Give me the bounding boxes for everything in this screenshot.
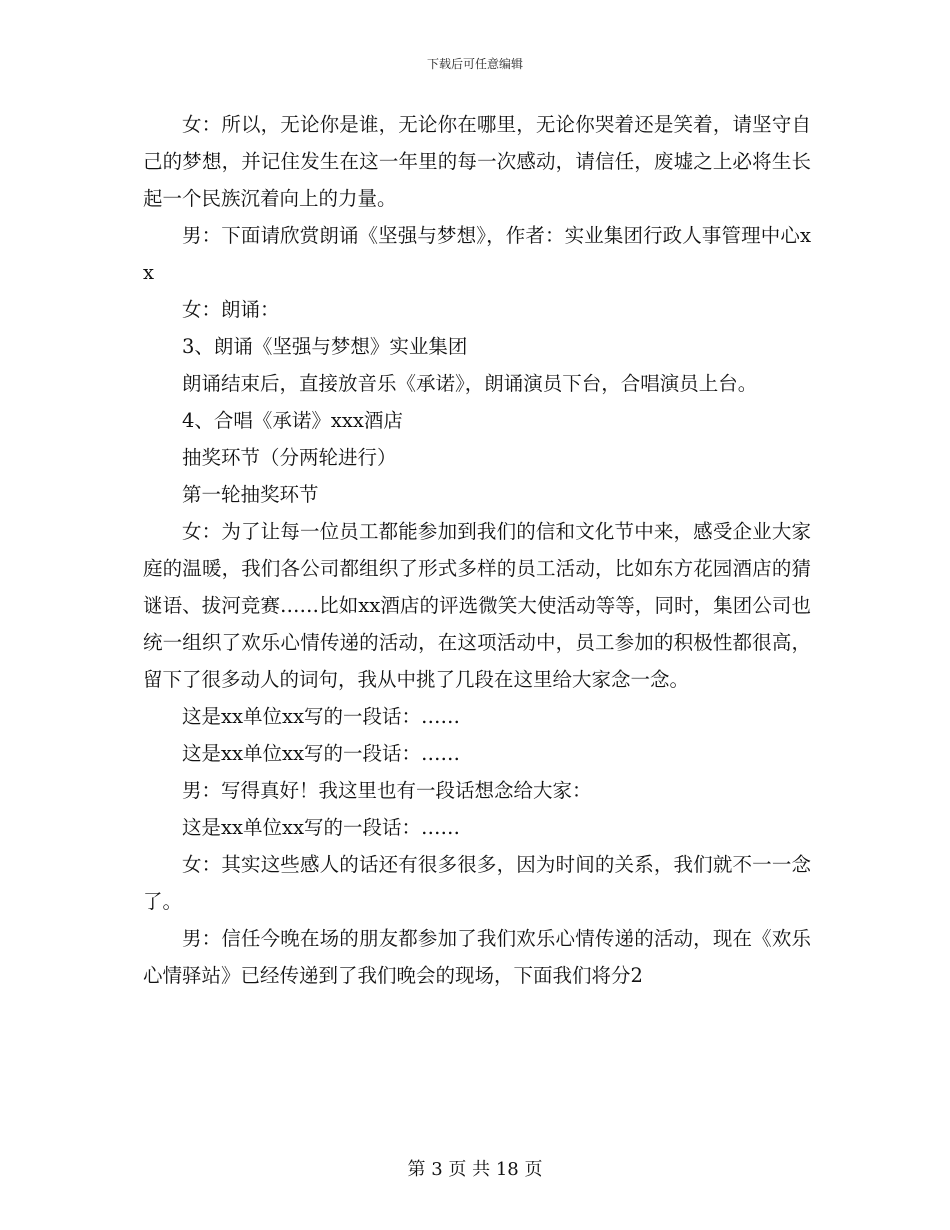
paragraph: 男：下面请欣赏朗诵《坚强与梦想》，作者：实业集团行政人事管理中心xx	[143, 224, 811, 284]
paragraph: 男：信任今晚在场的朋友都参加了我们欢乐心情传递的活动，现在《欢乐心情驿站》已经传递到了我们晚会的现场，下面我们将分2	[143, 927, 811, 987]
paragraph: 这是xx单位xx写的一段话：……	[182, 742, 460, 765]
paragraph: 女：所以，无论你是谁，无论你在哪里，无论你哭着还是笑着，请坚守自己的梦想，并记住发生在这一年里的每一次感动，请信任，废墟之上必将生长起一个民族沉着向上的力量。	[143, 113, 811, 210]
paragraph: 女：其实这些感人的话还有很多很多，因为时间的关系，我们就不一一念了。	[143, 853, 811, 913]
page-header: 下载后可任意编辑	[426, 57, 523, 71]
page-number: 第 3 页 共 18 页	[407, 1159, 543, 1180]
paragraph: 3、朗诵《坚强与梦想》实业集团	[182, 335, 468, 358]
paragraph: 女：朗诵：	[182, 298, 280, 321]
paragraph: 男：写得真好！我这里也有一段话想念给大家：	[182, 779, 592, 802]
paragraph: 这是xx单位xx写的一段话：……	[182, 816, 460, 839]
paragraph: 女：为了让每一位员工都能参加到我们的信和文化节中来，感受企业大家庭的温暖，我们各公司都组织了形式多样的员工活动，比如东方花园酒店的猜谜语、拔河竞赛……比如xx酒店的评选微笑大使活动等等，同时，集团公司也统一组织了欢乐心情传递的活动，在这项活动中，员工参加的积极性都很高，留下了很多动人的词句，我从中挑了几段在这里给大家念一念。	[143, 520, 811, 691]
paragraph: 4、合唱《承诺》xxx酒店	[182, 409, 403, 432]
paragraph: 第一轮抽奖环节	[182, 483, 319, 506]
document-body	[143, 106, 811, 994]
paragraph: 抽奖环节（分两轮进行）	[182, 446, 397, 469]
paragraph: 这是xx单位xx写的一段话：……	[182, 705, 460, 728]
paragraph: 朗诵结束后，直接放音乐《承诺》，朗诵演员下台，合唱演员上台。	[182, 372, 758, 395]
